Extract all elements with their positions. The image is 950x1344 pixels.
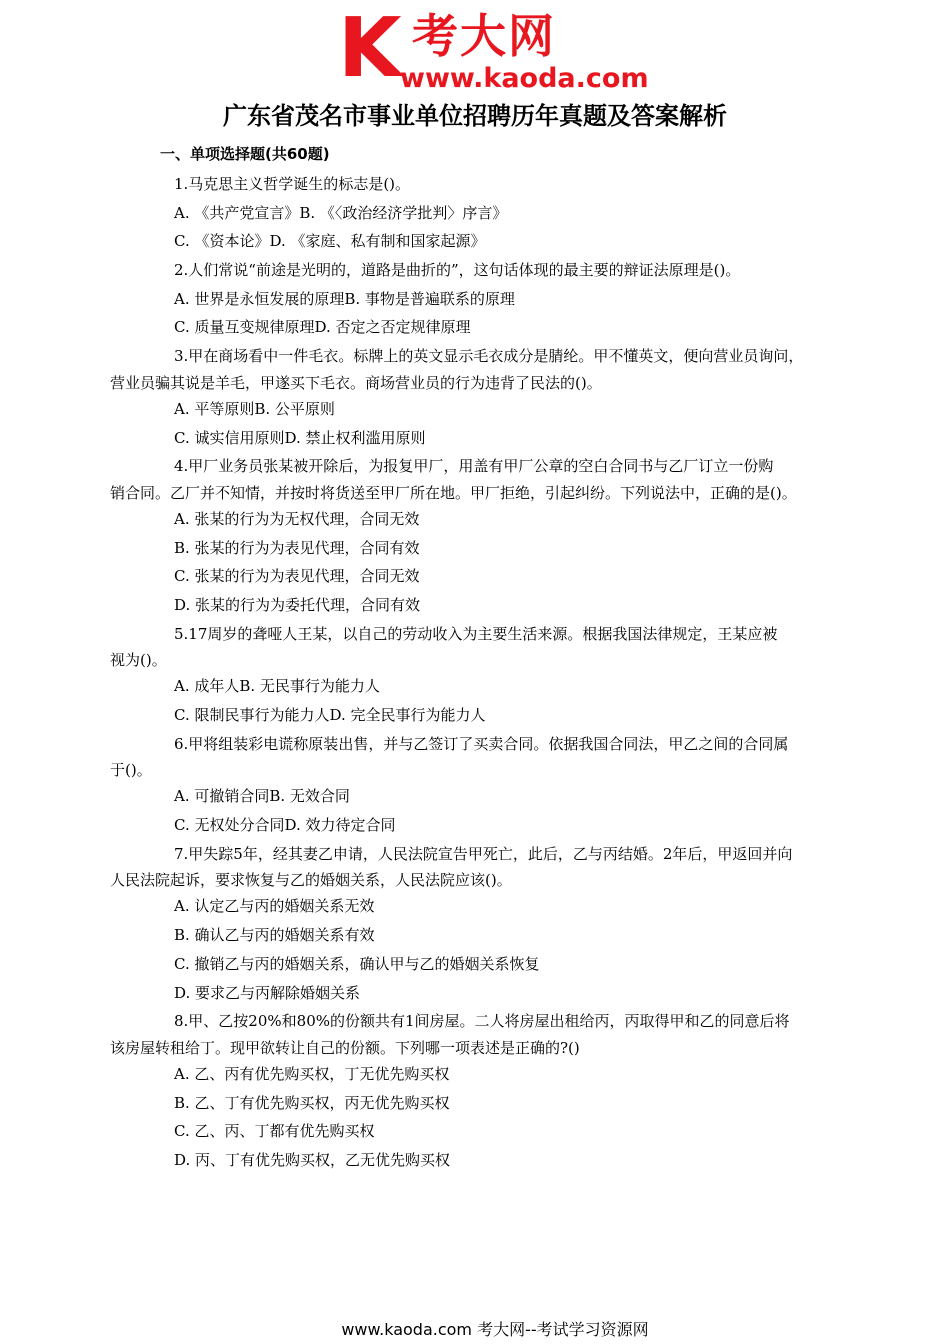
answer-option-line: C. 限制民事行为能力人D. 完全民事行为能力人 (174, 706, 486, 724)
answer-option-line: C. 《资本论》D. 《家庭、私有制和国家起源》 (174, 232, 486, 251)
logo-url-text: www.kaoda.com (400, 63, 649, 94)
kaoda-logo (338, 1, 668, 96)
answer-option-line: C. 乙、丙、丁都有优先购买权 (174, 1122, 375, 1141)
question-line: 4.甲厂业务员张某被开除后，为报复甲厂，用盖有甲厂公章的空白合同书与乙厂订立一份购 (174, 457, 774, 476)
answer-option-line: C. 质量互变规律原理D. 否定之否定规律原理 (174, 318, 471, 337)
answer-option-line: B. 乙、丁有优先购买权，丙无优先购买权 (174, 1093, 450, 1112)
logo-brand-text: 考大网 (412, 9, 556, 63)
answer-option-line: C. 诚实信用原则D. 禁止权利滥用原则 (174, 428, 426, 447)
answer-option-line: A. 成年人B. 无民事行为能力人 (174, 677, 380, 696)
answer-option-line: A. 张某的行为为无权代理，合同无效 (174, 509, 420, 528)
question-line: 8.甲、乙按20%和80%的份额共有1间房屋。二人将房屋出租给丙，丙取得甲和乙的同意后将 (174, 1012, 790, 1031)
section-heading: 一、单项选择题(共60题) (160, 145, 330, 163)
question-line: 视为()。 (110, 651, 167, 670)
question-line: 2.人们常说“前途是光明的，道路是曲折的”，这句话体现的最主要的辩证法原理是()。 (174, 261, 741, 280)
question-line: 6.甲将组装彩电谎称原装出售，并与乙签订了买卖合同。依据我国合同法，甲乙之间的合同属 (174, 734, 789, 753)
answer-option-line: D. 张某的行为为委托代理，合同有效 (174, 595, 421, 614)
question-line: 于()。 (110, 761, 152, 780)
question-line: 销合同。乙厂并不知情，并按时将货送至甲厂所在地。甲厂拒绝，引起纠纷。下列说法中，正确的是()。 (110, 483, 797, 502)
page-title: 广东省茂名市事业单位招聘历年真题及答案解析 (223, 102, 727, 130)
question-line: 营业员骗其说是羊毛，甲遂买下毛衣。商场营业员的行为违背了民法的()。 (110, 373, 602, 392)
question-line: 人民法院起诉，要求恢复与乙的婚姻关系，人民法院应该()。 (110, 871, 512, 890)
question-line: 1.马克思主义哲学诞生的标志是()。 (174, 175, 411, 193)
answer-option-line: A. 世界是永恒发展的原理B. 事物是普遍联系的原理 (174, 289, 515, 308)
page-footer: www.kaoda.com 考大网--考试学习资源网 (341, 1320, 649, 1339)
answer-option-line: D. 丙、丁有优先购买权，乙无优先购买权 (174, 1150, 451, 1169)
answer-option-line: A. 可撤销合同B. 无效合同 (174, 787, 350, 806)
question-line: 3.甲在商场看中一件毛衣。标牌上的英文显示毛衣成分是腈纶。甲不懂英文，便向营业员询问， (174, 347, 804, 366)
question-line: 5.17周岁的聋哑人王某，以自己的劳动收入为主要生活来源。根据我国法律规定，王某应被 (174, 624, 778, 643)
question-line: 该房屋转租给丁。现甲欲转让自己的份额。下列哪一项表述是正确的?() (110, 1038, 580, 1057)
answer-option-line: A. 平等原则B. 公平原则 (174, 399, 335, 418)
answer-option-line: A. 《共产党宣言》B. 《〈政治经济学批判〉序言》 (174, 203, 508, 222)
logo-k-mark: K (338, 1, 398, 96)
answer-option-line: A. 认定乙与丙的婚姻关系无效 (174, 897, 375, 916)
answer-option-line: A. 乙、丙有优先购买权，丁无优先购买权 (174, 1064, 450, 1083)
answer-option-line: C. 张某的行为为表见代理，合同无效 (174, 567, 420, 586)
answer-option-line: D. 要求乙与丙解除婚姻关系 (174, 983, 361, 1002)
answer-option-line: C. 无权处分合同D. 效力待定合同 (174, 816, 396, 835)
question-list (110, 170, 850, 1175)
question-line: 7.甲失踪5年，经其妻乙申请，人民法院宣告甲死亡，此后，乙与丙结婚。2年后，甲返回并向 (174, 844, 793, 863)
answer-option-line: C. 撤销乙与丙的婚姻关系，确认甲与乙的婚姻关系恢复 (174, 954, 540, 973)
answer-option-line: B. 确认乙与丙的婚姻关系有效 (174, 926, 375, 945)
answer-option-line: B. 张某的行为为表见代理，合同有效 (174, 538, 420, 557)
